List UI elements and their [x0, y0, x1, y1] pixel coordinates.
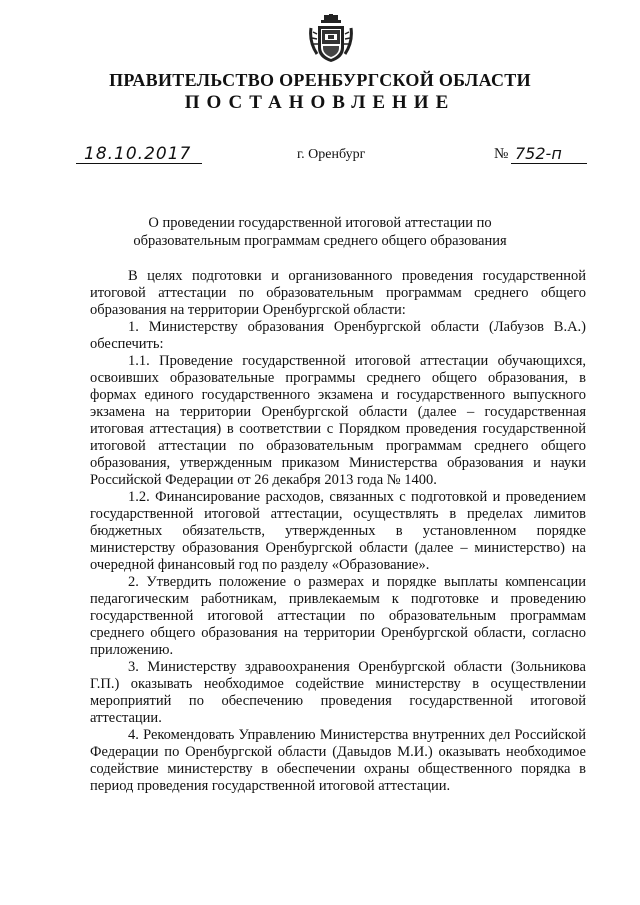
paragraph: В целях подготовки и организованного проведения государственной итоговой аттестации по образовательным программам среднего общего образования на территории Оренбургской области:	[90, 268, 586, 318]
paragraph: 1. Министерству образования Оренбургской области (Лабузов В.А.) обеспечить:	[90, 319, 586, 352]
decree-number: 752-п	[515, 144, 562, 163]
paragraph: 2. Утвердить положение о размерах и порядке выплаты компенсации педагогическим работникам, привлекаемым к подготовке и проведению государственной итоговой аттестации по образовательным программам среднего общего образования на территории Оренбургской области, согласно приложению.	[90, 574, 586, 658]
decree-number-field	[511, 145, 587, 164]
paragraph: 4. Рекомендовать Управлению Министерства внутренних дел Российской Федерации по Оренбургской области (Давыдов М.И.) оказывать необходимое содействие министерству в обеспечении охраны общественного порядка в период проведения государственной итоговой аттестации.	[90, 727, 586, 794]
document-type: ПОСТАНОВЛЕНИЕ	[184, 92, 456, 113]
government-name: ПРАВИТЕЛЬСТВО ОРЕНБУРГСКОЙ ОБЛАСТИ	[109, 70, 531, 90]
coat-of-arms-icon	[309, 14, 353, 64]
decree-title: О проведении государственной итоговой аттестации по образовательным программам среднего общего образования	[133, 215, 507, 249]
decree-body	[90, 268, 586, 795]
decree-date: 18.10.2017	[84, 144, 192, 164]
paragraph: 3. Министерству здравоохранения Оренбургской области (Зольникова Г.П.) оказывать необходимое содействие министерству в осуществлении мероприятий по обеспечению проведения государственной итоговой аттестации.	[90, 659, 586, 726]
number-label: №	[494, 146, 509, 162]
paragraph: 1.2. Финансирование расходов, связанных с подготовкой и проведением государственной итоговой аттестации, осуществлять в пределах лимитов бюджетных обязательств, утвержденных в установленном порядке министерству образования Оренбургской области (далее – министерство) на очередной финансовый год по разделу «Образование».	[90, 489, 586, 573]
decree-date-field	[76, 145, 202, 164]
city: г. Оренбург	[297, 147, 366, 162]
paragraph: 1.1. Проведение государственной итоговой аттестации обучающихся, освоивших образовательные программы среднего общего образования, в формах единого государственного экзамена и государственного выпускного экзамена на территории Оренбургской области (далее – государственная итоговая аттестация) в соответствии с Порядком проведения государственной итоговой аттестации по образовательным программам среднего общего образования, утвержденным приказом Министерства образования и науки Российской Федерации от 26 декабря 2013 года № 1400.	[90, 353, 586, 488]
